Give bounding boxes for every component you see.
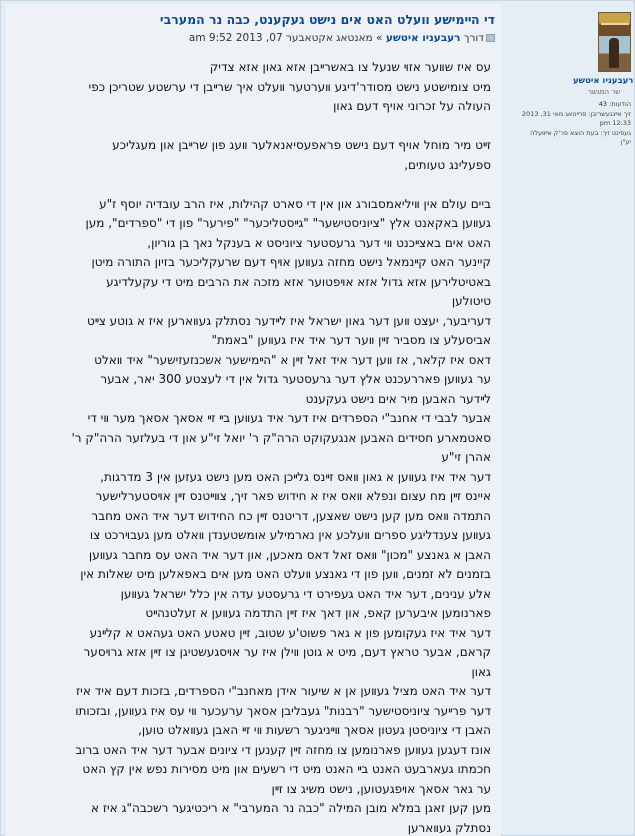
post-line: דעריבער, יעצט װען דער גאון ישראל איז לײדער נסתלק געװארען איז א גוטע צײט [86, 313, 491, 328]
blank-line [13, 175, 491, 195]
post-line: האבן די ציוניסטן געטון אסאך װײניגער רשעות װי זײ האבן געװאלט טוען, [138, 723, 491, 737]
post-line: קראם, אבער טראץ דעם, מיט א גוטן װילן איז ער אױסגעשטיגן צו זײן אזא גרױסער [83, 645, 491, 659]
post-line: דער איד איז געװען א גאון װאס זײנס גלײכן האט מען נישט געזען אין 3 מדרגות, [100, 469, 491, 484]
post-line: אבער לבבי די אחנב"י הספרדים איז דער איד געװען בײ זײ אסאך אסאך מער װי די [87, 411, 491, 425]
avatar[interactable] [598, 12, 631, 72]
post-line: סאטמארע חסידים האבען אנגעקוקט הרה"ק ר' יואל זי"ע און די בעלזער הרה"ק ר' [71, 430, 491, 445]
post-line: טיטולען [451, 294, 491, 308]
user-stats [521, 100, 631, 148]
post-line: אביסעלע צו מסביר זײן װער דער איד איז געװען "באמת" [211, 333, 491, 347]
post-line: דער איד האט מציל געװען אן א שיעור אידן מאחנב"י הספרדים, בזכות דעם איד איז [76, 684, 491, 698]
post-line: האט אים באצײכנט װי דער גרעסטער ציוניסט א בענקל נאך בן גוריון, [147, 235, 491, 250]
user-rank: שר המגשר [588, 88, 621, 96]
post-line: ביים עולם אין װיליאמסבורג און אין די סארט קהילות, איז הרב עובדיה יוסף ז"ע [99, 196, 491, 211]
user-sidebar [503, 4, 633, 834]
post-line: אונז דעגען געװען פארנומען צו מחזה זײן קענען די ציונים אבער דער איד האט ברוב [75, 742, 491, 757]
post-line: העולה על זכרוני אויף דעם גאון [333, 99, 491, 113]
post-line: לײדער האבען מיר אים נישט געקענט [305, 391, 491, 406]
blank-line [13, 117, 491, 137]
post-line: אהרן זי"ע [441, 450, 491, 464]
post-content [13, 58, 491, 836]
location-label: געפינט זיך: [600, 128, 631, 137]
post-line: חכמתו געארבעט האנט בײ האנט מיט די רשעים און מיט מסירות נפש אין קץ האט [82, 762, 491, 776]
author-prefix: דורך [463, 32, 484, 44]
post-line: דאס איז קלאר, אז װען דער איד זאל זײן א "הײמישער אשכנזעזישער" איד װאלט [94, 352, 491, 367]
post-line: דער איד איז געקומען פון א גאר פשוט'ע שטוב, זײן טאטע האט געהאט א קלײנע [89, 625, 491, 640]
avatar-banner [601, 15, 629, 25]
post-line: התמדה װאס מען קען נישט שאצען, דריטנס זײן כח החידוש דער איד האט מחבר [91, 508, 491, 523]
post-line: מיט צומישטע נישט מסודר'דיגע װערטער װעלט איך שרײבן די ערשטע שטריכן כפי [88, 79, 491, 94]
posts-row [521, 100, 631, 110]
post-line: געװען באקאנט אלץ "ציוניסטישער" "גײסטליכער" "פירער" פון די "ספרדים", מען [85, 216, 491, 230]
posts-label: הודעות: [609, 100, 631, 108]
post-title[interactable]: די הײמישע װעלט האט אים נישט געקענט, כבה נר המערבי [159, 12, 495, 27]
post-meta [189, 32, 495, 44]
user-name[interactable]: רעבעניו איטשע [573, 76, 634, 86]
post-line: האבן א גאנצע "מכון" װאס זאל דאס מאכען, און דער איד האט עס מחבר געװען [88, 547, 491, 562]
post-line: ער געװען פאררעכנט אלץ דער גרעסטער גדול אין די לעצטע 300 יאר, אבער [100, 372, 491, 386]
posts-count[interactable]: 43 [598, 100, 608, 108]
avatar-figure [609, 38, 619, 68]
post-body [4, 4, 501, 836]
post-line: קיינער האט קײנמאל נישט מחזה געװען אױף דעם שרעקליכער בזיון התורה מיטן [91, 255, 491, 269]
post-line: אלע ענינים, דער איד האט געפירט די גרעסטע עדה אין כלל ישראל געװען [120, 586, 491, 601]
post-line: ער גאר אסאך אױפגעטוען, נישט משיג צו זײן [271, 781, 491, 796]
location-value: בעת הוצא פר'ק אײװעלה יע"ן [530, 128, 631, 146]
location-row [521, 129, 631, 148]
post-line: גאון [471, 664, 491, 679]
post-icon[interactable] [486, 34, 495, 42]
post-line: נסתלק געװארען [407, 820, 491, 835]
post-line: בזמנים לא זמנים, װען פון די גאנצע װעלט האט מען אים באפאלען מיט שאלות אין [80, 567, 491, 581]
post-line: מען קען זאגן במלא מובן המילה "כבה נר המערבי" א ריכטיגער רשכבה"ג איז א [91, 801, 491, 815]
post-line: זײט מיר מוחל אויף דעם נישט פראפעסיאנאלער װעג פון שרײבן און מעגליכע [112, 138, 491, 152]
post-line: עס איז שװער אזױ שנעל צו באשרײבן אזא גאון אזא צדיק [209, 60, 491, 74]
post-line: ספעלינג טעותים, [404, 157, 491, 172]
joined-row [521, 110, 631, 129]
meta-separator: » [376, 32, 383, 44]
post-line: איינס זײן מח עצום ונפלא װאס איז א חידוש פאר זיך, צװײטנס זײן אױסטערלישער [95, 489, 491, 503]
post-line: געװען צענדליגע ספרים װעלכע אין נארמילע אומשטענדן װאלט מען געבױרכט צו [89, 528, 491, 542]
post-line: פארנומען איבערען קאפ, און דאך איז זײן התדמה געװען א זעלטנהײט [145, 606, 491, 620]
joined-value: פרײטאג מאי 31, 2013 12:33 pm [521, 109, 631, 127]
post-line: באטיטלירען אזא גדול אזא אױפטוער אזא מזכה את הרבים מיט די עקעלדיגע [106, 274, 491, 289]
joined-label: זיך אײנגעשריבן: [588, 109, 631, 118]
author-link[interactable]: רעבעניו איטשע [385, 32, 461, 44]
post-date: מאנטאג אקטאבער 07, 2013 9:52 am [188, 32, 373, 44]
post-line: דער פרײער ציוניסטישער "רבנות" געבליבן אסאך ערעכער װי עס איז געװען, ובזכותו [75, 703, 491, 718]
